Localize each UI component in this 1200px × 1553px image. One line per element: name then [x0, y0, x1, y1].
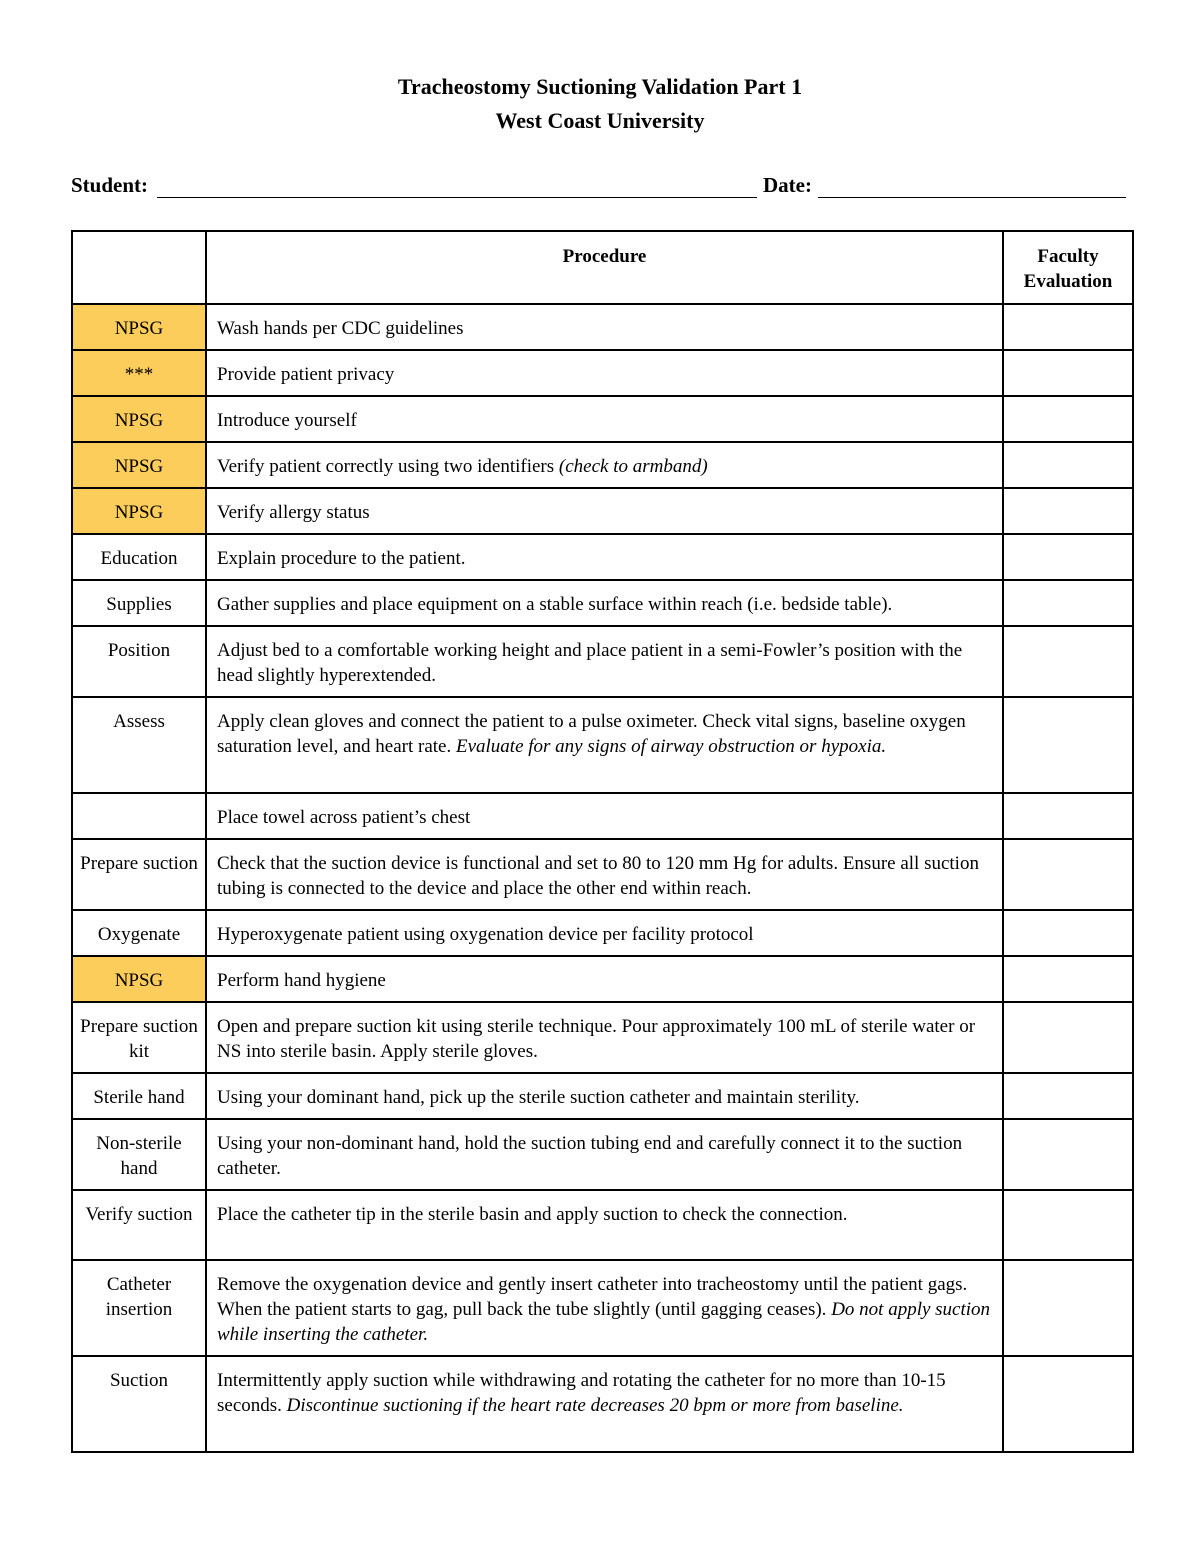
table-row: [72, 1356, 1133, 1452]
table-row: [72, 1260, 1133, 1356]
procedure-italic-note: Evaluate for any signs of airway obstruction or hypoxia.: [455, 736, 887, 757]
faculty-evaluation-cell[interactable]: [1003, 350, 1133, 396]
procedure-text: Place towel across patient’s chest: [217, 807, 471, 828]
category-cell: Suction: [72, 1356, 206, 1452]
faculty-evaluation-cell[interactable]: [1003, 839, 1133, 910]
faculty-evaluation-cell[interactable]: [1003, 1190, 1133, 1260]
category-cell: NPSG: [72, 304, 206, 350]
category-cell: Supplies: [72, 580, 206, 626]
faculty-evaluation-cell[interactable]: [1003, 534, 1133, 580]
table-row: [72, 396, 1133, 442]
procedure-text: Adjust bed to a comfortable working height and place patient in a semi-Fowler’s position with the head slightly hyperextended.: [217, 640, 963, 686]
document-title: Tracheostomy Suctioning Validation Part 1: [397, 74, 803, 99]
procedure-text: Explain procedure to the patient.: [217, 548, 466, 569]
faculty-evaluation-cell[interactable]: [1003, 626, 1133, 697]
procedure-text: Remove the oxygenation device and gently insert catheter into tracheostomy until the patient gags. When the patient starts to gag, pull back the tube slightly (until gagging ceases).: [217, 1274, 968, 1320]
procedure-checklist-table: [71, 230, 1134, 1453]
procedure-column-header: Procedure: [206, 231, 1003, 304]
faculty-evaluation-cell[interactable]: [1003, 1260, 1133, 1356]
procedure-cell: [206, 396, 1003, 442]
procedure-cell: [206, 956, 1003, 1002]
faculty-evaluation-column-header: [1003, 231, 1133, 304]
procedure-cell: [206, 910, 1003, 956]
procedure-text: Open and prepare suction kit using sterile technique. Pour approximately 100 mL of sterile water or NS into sterile basin. Apply sterile gloves.: [217, 1016, 976, 1062]
category-cell: NPSG: [72, 442, 206, 488]
table-row: [72, 956, 1133, 1002]
procedure-cell: [206, 1190, 1003, 1260]
table-row: [72, 1002, 1133, 1073]
category-cell: Education: [72, 534, 206, 580]
faculty-evaluation-header-line1: Faculty: [1037, 246, 1099, 267]
procedure-text: Perform hand hygiene: [217, 970, 386, 991]
faculty-evaluation-cell[interactable]: [1003, 697, 1133, 793]
procedure-text: Verify patient correctly using two identifiers: [217, 456, 559, 477]
faculty-evaluation-cell[interactable]: [1003, 1119, 1133, 1190]
procedure-cell: [206, 1356, 1003, 1452]
student-date-fields: [71, 173, 1127, 203]
category-cell: Assess: [72, 697, 206, 793]
faculty-evaluation-cell[interactable]: [1003, 1356, 1133, 1452]
table-row: [72, 626, 1133, 697]
category-cell: NPSG: [72, 396, 206, 442]
category-cell: NPSG: [72, 488, 206, 534]
procedure-cell: [206, 488, 1003, 534]
category-cell: Catheter insertion: [72, 1260, 206, 1356]
student-label: Student:: [71, 173, 149, 197]
table-row: [72, 350, 1133, 396]
table-row: [72, 442, 1133, 488]
category-cell: ***: [72, 350, 206, 396]
faculty-evaluation-cell[interactable]: [1003, 910, 1133, 956]
date-line[interactable]: [818, 197, 1126, 198]
procedure-text: Apply clean gloves and connect the patient to a pulse oximeter. Check vital signs, baseline oxygen saturation level, and heart rate.: [217, 711, 966, 757]
procedure-cell: [206, 350, 1003, 396]
table-row: [72, 534, 1133, 580]
table-row: [72, 488, 1133, 534]
category-cell: Position: [72, 626, 206, 697]
procedure-italic-note: Do not apply suction while inserting the catheter.: [217, 1299, 991, 1345]
procedure-cell: [206, 304, 1003, 350]
faculty-evaluation-cell[interactable]: [1003, 304, 1133, 350]
procedure-text: Check that the suction device is functional and set to 80 to 120 mm Hg for adults. Ensure all suction tubing is connected to the device and place the other end within reach.: [217, 853, 979, 899]
category-cell: Sterile hand: [72, 1073, 206, 1119]
procedure-text: Hyperoxygenate patient using oxygenation device per facility protocol: [217, 924, 754, 945]
document-subtitle: West Coast University: [495, 108, 705, 133]
procedure-text: Using your non-dominant hand, hold the suction tubing end and carefully connect it to the suction catheter.: [217, 1133, 963, 1179]
category-cell: Oxygenate: [72, 910, 206, 956]
procedure-text: Wash hands per CDC guidelines: [217, 318, 464, 339]
checklist-body: [72, 304, 1133, 1452]
table-row: [72, 1190, 1133, 1260]
date-label: Date:: [763, 173, 812, 197]
procedure-cell: [206, 839, 1003, 910]
faculty-evaluation-cell[interactable]: [1003, 1073, 1133, 1119]
procedure-cell: [206, 1073, 1003, 1119]
table-row: [72, 793, 1133, 839]
category-cell: Verify suction: [72, 1190, 206, 1260]
table-row: [72, 910, 1133, 956]
procedure-cell: [206, 534, 1003, 580]
procedure-cell: [206, 793, 1003, 839]
procedure-cell: [206, 697, 1003, 793]
procedure-cell: [206, 580, 1003, 626]
student-name-line[interactable]: [157, 197, 757, 198]
faculty-evaluation-cell[interactable]: [1003, 396, 1133, 442]
procedure-italic-note: (check to armband): [558, 456, 708, 477]
procedure-text: Intermittently apply suction while withdrawing and rotating the catheter for no more than 10-15 seconds.: [217, 1370, 946, 1416]
category-cell: Prepare suction kit: [72, 1002, 206, 1073]
faculty-evaluation-header-line2: Evaluation: [1023, 271, 1113, 292]
procedure-cell: [206, 1119, 1003, 1190]
procedure-cell: [206, 442, 1003, 488]
faculty-evaluation-cell[interactable]: [1003, 488, 1133, 534]
table-row: [72, 839, 1133, 910]
table-row: [72, 580, 1133, 626]
procedure-text: Introduce yourself: [217, 410, 357, 431]
procedure-text: Gather supplies and place equipment on a stable surface within reach (i.e. bedside table).: [217, 594, 893, 615]
table-header-row: [72, 231, 1133, 304]
procedure-italic-note: Discontinue suctioning if the heart rate decreases 20 bpm or more from baseline.: [286, 1395, 904, 1416]
category-column-header: [72, 231, 206, 304]
category-cell: [72, 793, 206, 839]
faculty-evaluation-cell[interactable]: [1003, 793, 1133, 839]
faculty-evaluation-cell[interactable]: [1003, 442, 1133, 488]
table-row: [72, 697, 1133, 793]
faculty-evaluation-cell[interactable]: [1003, 580, 1133, 626]
faculty-evaluation-cell[interactable]: [1003, 1002, 1133, 1073]
table-row: [72, 1119, 1133, 1190]
procedure-cell: [206, 1260, 1003, 1356]
procedure-cell: [206, 626, 1003, 697]
table-row: [72, 1073, 1133, 1119]
category-cell: Prepare suction: [72, 839, 206, 910]
procedure-cell: [206, 1002, 1003, 1073]
procedure-text: Verify allergy status: [217, 502, 370, 523]
category-cell: Non-sterile hand: [72, 1119, 206, 1190]
faculty-evaluation-cell[interactable]: [1003, 956, 1133, 1002]
table-row: [72, 304, 1133, 350]
procedure-text: Place the catheter tip in the sterile basin and apply suction to check the connection.: [217, 1204, 848, 1225]
procedure-text: Provide patient privacy: [217, 364, 395, 385]
procedure-text: Using your dominant hand, pick up the sterile suction catheter and maintain sterility.: [217, 1087, 860, 1108]
category-cell: NPSG: [72, 956, 206, 1002]
